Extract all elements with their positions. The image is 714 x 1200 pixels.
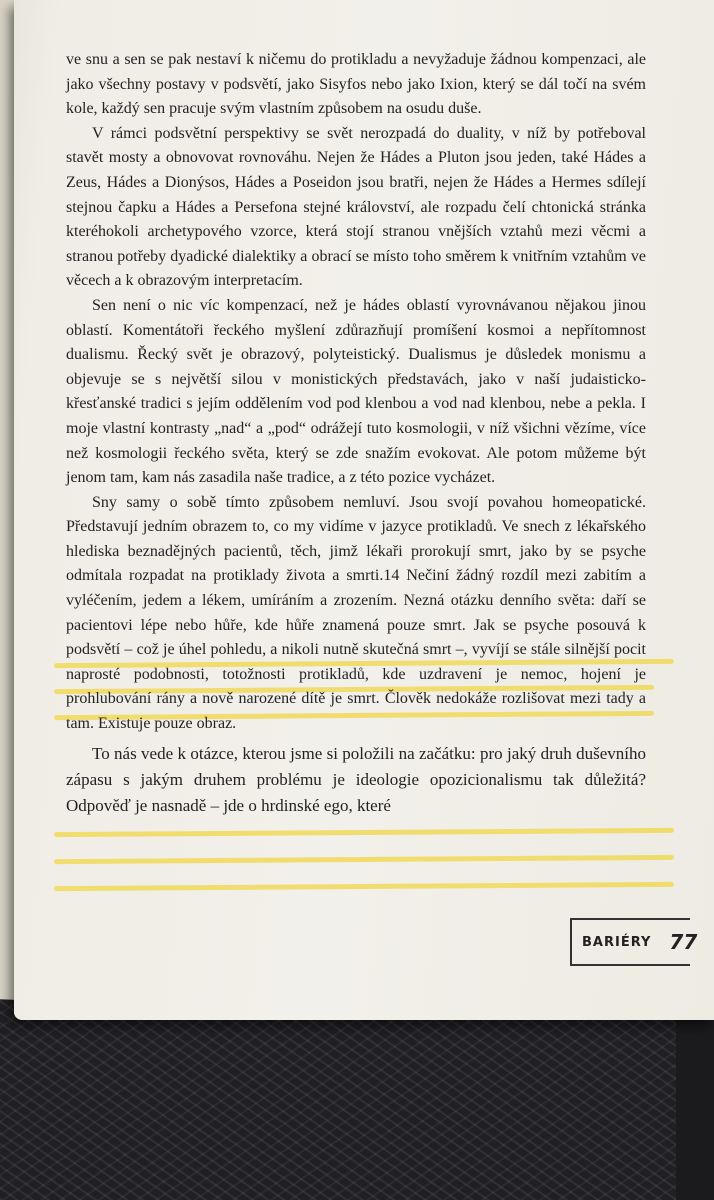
highlight-mark <box>54 855 674 864</box>
page-footer <box>570 918 698 966</box>
page-number: 77 <box>669 930 698 954</box>
highlight-mark <box>54 828 674 837</box>
paragraph: ve snu a sen se pak nestaví k ničemu do protikladu a nevyžaduje žádnou kompenzaci, ale jako všechny postavy v podsvětí, jako Sisyfos nebo jako Ixion, který se dál točí na svém kole, každý sen pracuje svým vlastním způsobem na osudu duše. <box>66 51 646 118</box>
highlight-mark <box>54 882 674 891</box>
body-text <box>66 48 646 819</box>
paragraph: Sen není o nic víc kompenzací, než je hádes oblastí vyrovnávanou nějakou jinou oblastí. Komentátoři řeckého myšlení zdůrazňují promíšení kosmoi a nepřítomnost dualismu. Řecký svět je obrazový, polyteistický. Dualismus je důsledek monismu a objevuje se s největší silou v monistických představách, jako v naší judaisticko-křesťanské tradici s jejím oddělením vod pod klenbou a vod nad klenbou, nebe a pekla. I moje vlastní kontrasty „nad“ a „pod“ odrážejí tuto kosmologii, v níž všichni vězíme, více než kosmologii řeckého světa, který se zde snažím evokovat. Ale potom můžeme být jenom tam, kam nás zasadila naše tradice, a z této pozice vycházet. <box>66 296 646 487</box>
paragraph: Sny samy o sobě tímto způsobem nemluví. Jsou svojí povahou homeopatické. Představují jedním obrazem to, co my vidíme v jazyce protikladů. Ve snech z lékařského hlediska beznadějných pacientů, těch, jimž lékaři prorokují smrt, jako by se psyche odmítala rozpadat na protiklady života a smrti.14 Nečiní žádný rozdíl mezi zabitím a vyléčením, jedem a lékem, umíráním a zrozením. Nezná otázku denního světa: daří se pacientovi lépe nebo hůře, kde hůře znamená pouze smrt. Jak se psyche posouvá k podsvětí – což je úhel pohledu, a nikoli nutně skutečná smrt –, vyvíjí se stále silnější pocit naprosté podobnosti, totožnosti protikladů, kde uzdravení je nemoc, hojení je prohlubování rány a nově narozené dítě je smrt. Člověk nedokáže rozlišovat mezi tady a tam. Existuje pouze obraz. <box>66 493 646 733</box>
book-page <box>14 0 714 1020</box>
paragraph: To nás vede k otázce, kterou jsme si položili na začátku: pro jaký druh duševního zápasu s jakým druhem problému je ideologie opozicionalismu tak důležitá? Odpověď je nasnadě – jde o hrdinské ego, které <box>66 743 646 815</box>
section-title: BARIÉRY <box>582 934 652 950</box>
paragraph: V rámci podsvětní perspektivy se svět nerozpadá do duality, v níž by potřeboval stavět mosty a obnovovat rovnováhu. Nejen že Hádes a Pluton jsou jeden, také Hádes a Zeus, Hádes a Dionýsos, Hádes a Poseidon jsou bratři, nejen že Hádes a Hermes sdílejí stejnou čapku a Hádes a Persefona stejné království, ale rozpadu čelí chtonická stránka kteréhokoli archetypového vzorce, která stojí stranou vnějších vztahů mezi věcmi a stranou potřeby dyadické dialektiky a obrací se místo toho směrem k vnitřním vztahům ve věcech a k obrazovým interpretacím. <box>66 124 646 290</box>
